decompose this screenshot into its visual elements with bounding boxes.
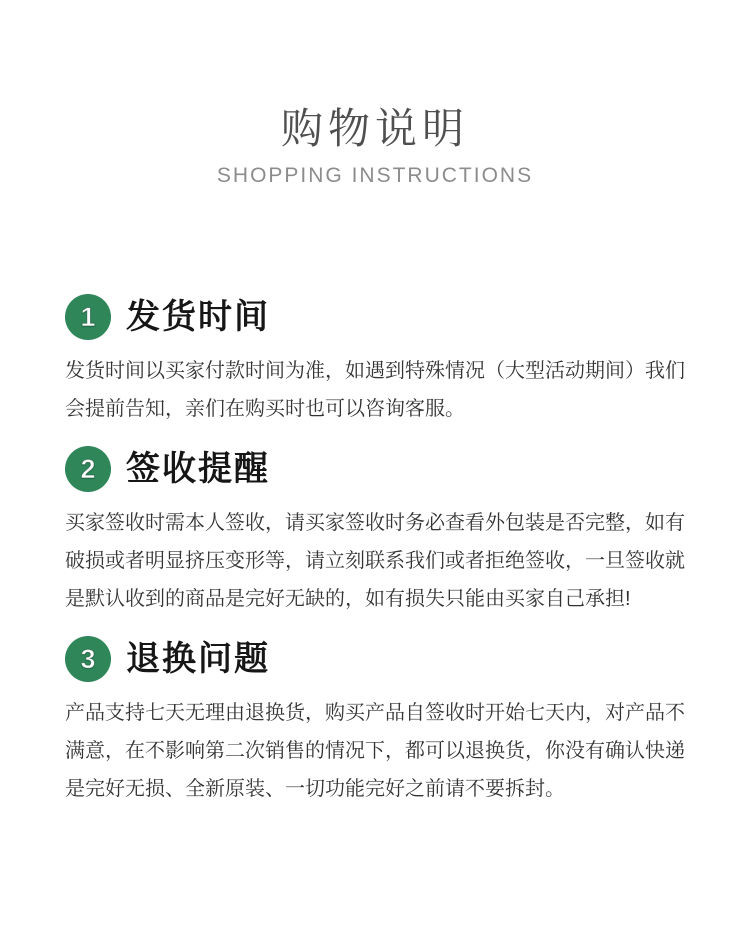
page-subtitle: SHOPPING INSTRUCTIONS: [216, 164, 534, 187]
number-badge-2: [65, 446, 111, 492]
section-sign-reminder: [65, 446, 685, 618]
number-badge-1: [65, 294, 111, 340]
badge-number: 1: [80, 301, 96, 332]
section-body-text: 产品支持七天无理由退换货，购买产品自签收时开始七天内，对产品不满意，在不影响第二次销售的情况下，都可以退换货，你没有确认快递是完好无损、全新原装、一切功能完好之前请不要拆封。: [65, 702, 685, 800]
section-heading-row: [65, 446, 685, 492]
section-body-text: 发货时间以买家付款时间为准，如遇到特殊情况（大型活动期间）我们会提前告知，亲们在购买时也可以咨询客服。: [65, 360, 685, 420]
section-body-text: 买家签收时需本人签收，请买家签收时务必查看外包装是否完整，如有破损或者明显挤压变形等，请立刻联系我们或者拒绝签收，一旦签收就是默认收到的商品是完好无缺的，如有损失只能由买家自己承担!: [65, 512, 685, 610]
section-heading: 签收提醒: [126, 450, 270, 488]
section-shipping-time: [65, 294, 685, 428]
number-badge-3: [65, 636, 111, 682]
section-heading: 退换问题: [126, 640, 270, 678]
badge-number: 2: [80, 453, 96, 484]
section-heading-row: [65, 636, 685, 682]
page-title: 购物说明: [280, 105, 469, 152]
section-heading: 发货时间: [126, 298, 270, 336]
section-return-exchange: [65, 636, 685, 808]
section-heading-row: [65, 294, 685, 340]
panel-header: [65, 104, 685, 188]
badge-number: 3: [80, 643, 96, 674]
